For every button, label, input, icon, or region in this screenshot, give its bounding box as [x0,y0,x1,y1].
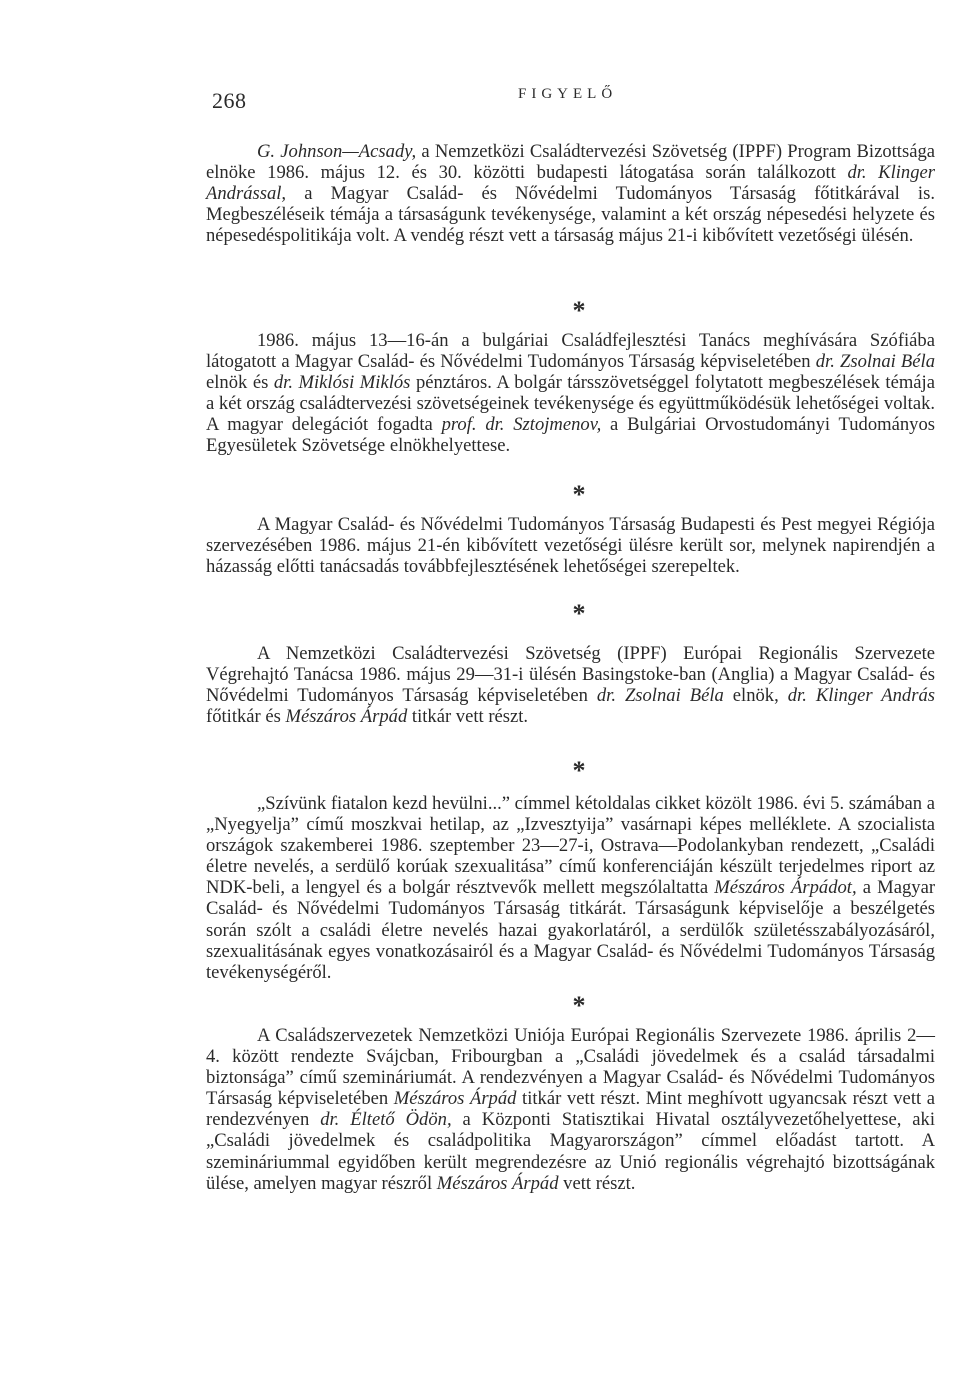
italic-name: dr. Miklósi Miklós [273,372,411,394]
text-run: titkár vett részt. [407,706,529,728]
italic-name: dr. Zsolnai Béla [815,351,935,373]
text-run: a Bulgáriai Orvostudományi Tudományos Egyesületek Szövetsége elnökhelyettese. [206,414,935,457]
paragraph-3 [206,514,935,577]
separator-asterisk: * [572,756,586,785]
text-run: a Központi Statisztikai Hivatal osztályvezetőhelyettese, aki „Családi jövedelmek és családpolitika Magyarországon” címmel előadást tartott. A szemináriummal egyidőben került megrendezésre az Unió regionális végrehajtó bizottságának ülése, amelyen magyar részről [206,1109,936,1194]
text-run: „Szívünk fiatalon kezd hevülni...” címmel kétoldalas cikket közölt 1986. évi 5. számában a „Nyegyelja” című moszkvai hetilap, az „Izvesztyija” vasárnapi képes melléklete. A szocialista országok szakemberei 1986. szeptember 23—27-i, Ostrava—Podolankyban rendezett, „Családi életre nevelés, a serdülő korúak szexualitása” című konferenciáján készült terjedelmes riport az NDK-beli, a lengyel és a bolgár résztvevők mellett megszólaltatta [206,793,935,899]
italic-name: dr. Klinger Andrással, [206,162,935,205]
paragraph-1 [206,141,935,246]
italic-name: Mészáros Árpádot, [714,877,857,899]
text-run: A Családszervezetek Nemzetközi Uniója Európai Regionális Szervezete 1986. április 2—4. között rendezte Svájcban, Fribourgban a „Családi jövedelmek és a család társadalmi biztonsága” című szemináriumát. A rendezvényen a Magyar Család- és Nővédelmi Tudományos Társaság képviseletében [206,1025,935,1110]
text-run: a Magyar Család- és Nővédelmi Tudományos Társaság titkárát. Társaságunk képviselője a beszélgetés során szólt a családi életre nevelés hazai gyakorlatáról, a serdülők születésszabályozásáról, szexualitásának egyes vonatkozásairól és a Magyar Család- és Nővédelmi Tudományos Társaság tevékenységéről. [206,877,936,983]
text-run: titkár vett részt. Mint meghívott ugyancsak részt vett a rendezvényen [206,1088,935,1131]
paragraph-4 [206,643,935,727]
text-run: elnök és [206,372,274,394]
text-run: a Nemzetközi Családtervezési Szövetség (IPPF) Program Bizottsága elnöke 1986. május 12. és 30. közötti budapesti látogatása során találkozott [206,141,936,184]
text-run: 1986. május 13—16-án a bulgáriai Családfejlesztési Tanács meghívására Szófiába látogatott a Magyar Család- és Nővédelmi Tudományos Társaság képviseletében [206,330,935,373]
paragraph-2 [206,330,935,457]
separator-asterisk: * [572,599,586,628]
italic-name: Mészáros Árpád [393,1088,517,1110]
text-run: A Magyar Család- és Nővédelmi Tudományos Társaság Budapesti és Pest megyei Régiója szervezésében 1986. május 21-én kibővített vezetőségi ülésre került sor, melynek napirendjén a házasság előtti tanácsadás továbbfejlesztésének lehetőségei szerepeltek. [206,514,935,578]
italic-name: Mészáros Árpád [285,706,408,728]
paragraph-6 [206,1025,935,1194]
text-run: elnök, [723,685,788,707]
text-run: A Nemzetközi Családtervezési Szövetség (IPPF) Európai Regionális Szervezete Végrehajtó Tanácsa 1986. május 29—31-i ülésén Basingstoke-ban (Anglia) a Magyar Család- és Nővédelmi Tudományos Társaság képviseletében [206,643,935,707]
page-number: 268 [212,88,247,113]
separator-asterisk: * [572,480,586,509]
text-run: vett részt. [558,1172,636,1194]
italic-name: G. Johnson—Acsady, [257,141,417,162]
running-head: FIGYELŐ [518,86,618,102]
paragraph-5 [206,793,935,983]
italic-name: prof. dr. Sztojmenov, [441,414,602,436]
separator-asterisk: * [572,991,586,1020]
text-run: a Magyar Család- és Nővédelmi Tudományos Társaság főtitkárával is. Megbeszéléseik témája a társaságunk tevékenysége, valamint a két ország népesedési helyzete és népesedéspolitikája volt. A vendég részt vett a társaság május 21-i kibővített vezetőségi ülésén. [206,183,935,247]
italic-name: dr. Klinger András [787,685,935,707]
text-run: pénztáros. A bolgár társszövetséggel folytatott megbeszélések témája a két ország családtervezési szövetségeinek tevékenysége és együttműködésük lehetőségei voltak. A magyar delegációt fogadta [206,372,936,436]
text-run: főtitkár és [206,706,286,728]
separator-asterisk: * [572,296,586,325]
italic-name: dr. Zsolnai Béla [596,685,724,707]
italic-name: Mészáros Árpád [436,1172,559,1194]
italic-name: dr. Éltető Ödön, [320,1109,452,1131]
